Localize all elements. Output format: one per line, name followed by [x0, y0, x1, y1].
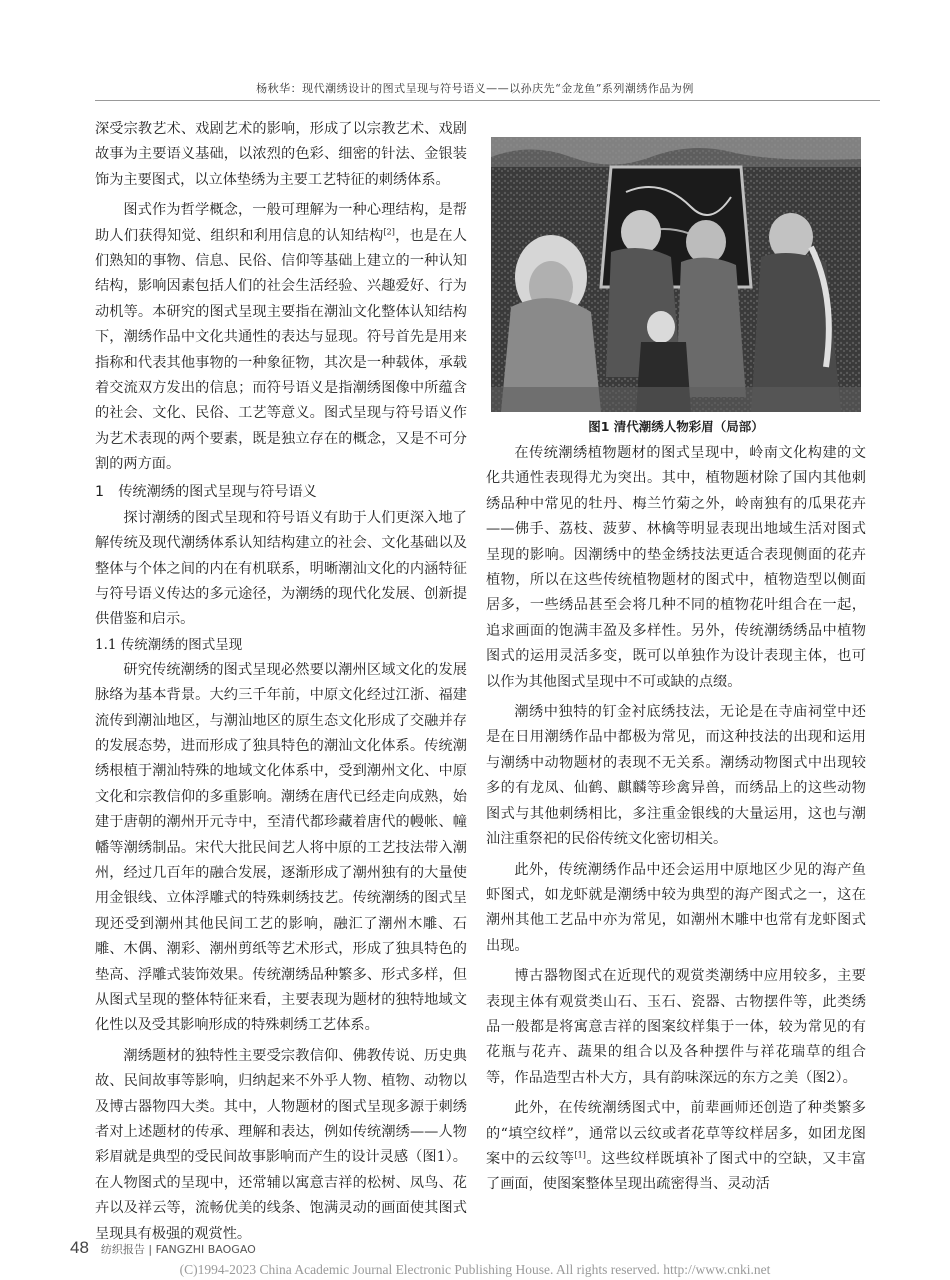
paragraph-plant-motifs: 在传统潮绣植物题材的图式呈现中，岭南文化构建的文化共通性表现得尤为突出。其中，植物题材除了国内其他刺绣品种中常见的牡丹、梅兰竹菊之外，岭南独有的瓜果花卉——佛手、荔枝、菠萝、林檎等明显表现出地域生活对图式呈现的影响。因潮绣中的垫金绣技法更适合表现侧面的花卉植物，所以在这些传统植物题材的图式中，植物造型以侧面居多，一些绣品甚至会将几种不同的植物花叶组合在一起，追求画面的饱满丰盈及多样性。另外，传统潮绣绣品中植物图式的运用灵活多变，既可以单独作为设计表现主体，也可以作为其他图式呈现中不可或缺的点缀。: [486, 445, 866, 690]
citation-ref[interactable]: [2]: [383, 226, 395, 236]
header-divider: [95, 100, 880, 101]
subsection-heading-1-1: 1.1 传统潮绣的图式呈现: [95, 636, 243, 653]
embroidery-picture: [491, 137, 861, 412]
paragraph-schema-concept: 图式作为哲学概念，一般可理解为一种心理结构，是帮助人们获得知觉、组织和利用信息的认知结构[2]，也是在人们熟知的事物、信息、民俗、信仰等基础上建立的一种认知结构，影响因素包括人们的社会生活经验、兴趣爱好、行为动机等。本研究的图式呈现主要指在潮汕文化整体认知结构下，潮绣作品中文化共通性的表达与显现。符号首先是用来指称和代表其他事物的一种象征物，其次是一种载体，承载着交流双方发出的信息；而符号语义是指潮绣图像中所蕴含的社会、文化、民俗、工艺等意义。图式呈现与符号语义作为艺术表现的两个要素，既是独立存在的概念，又是不可分割的两方面。: [95, 202, 467, 473]
section-heading-1: 1 传统潮绣的图式呈现与符号语义: [95, 483, 317, 500]
running-header: 杨秋华：现代潮绣设计的图式呈现与符号语义——以孙庆先“金龙鱼”系列潮绣作品为例: [256, 82, 694, 95]
figure-embroidery-image: [491, 137, 861, 412]
paragraph-filler-patterns: 此外，在传统潮绣图式中，前辈画师还创造了种类繁多的“填空纹样”，通常以云纹或者花草等纹样居多，如团龙图案中的云纹等[1]。这些纹样既填补了图式中的空缺，又丰富了画面，使图案整体呈现出疏密得当、灵动活: [486, 1100, 866, 1193]
left-column: [95, 117, 467, 1247]
paragraph-figure-themes: 潮绣题材的独特性主要受宗教信仰、佛教传说、历史典故、民间故事等影响，归纳起来不外乎人物、植物、动物以及博古器物四大类。其中，人物题材的图式呈现多源于刺绣者对上述题材的传承、理解和表达，例如传统潮绣——人物彩眉就是典型的受民间故事影响而产生的设计灵感（图1）。在人物图式的呈现中，还常辅以寓意吉祥的松树、凤鸟、花卉以及祥云等，流畅优美的线条、饱满灵动的画面使其图式呈现具有极强的观赏性。: [95, 1047, 467, 1242]
paragraph-section-intro: 探讨潮绣的图式呈现和符号语义有助于人们更深入地了解传统及现代潮绣体系认知结构建立的社会、文化基础以及整体与个体之间的内在有机联系，明晰潮汕文化的内涵特征与符号语义传达的多元途径，为潮绣的现代化发展、创新提供借鉴和启示。: [95, 509, 467, 628]
page-footer: [70, 1238, 256, 1258]
paragraph-continued: 深受宗教艺术、戏剧艺术的影响，形成了以宗教艺术、戏剧故事为主要语义基础，以浓烈的色彩、细密的针法、金银装饰为主要图式，以立体垫绣为主要工艺特征的刺绣体系。: [95, 121, 467, 188]
paragraph-animal-motifs: 潮绣中独特的钉金衬底绣技法，无论是在寺庙祠堂中还是在日用潮绣作品中都极为常见，而这种技法的出现和运用与潮绣中动物题材的表现不无关系。潮绣动物图式中出现较多的有龙凤、仙鹤、麒麟等珍禽异兽，而绣品上的这些动物图式与其他刺绣相比，多注重金银线的大量运用，这也与潮汕注重祭祀的民俗传统文化密切相关。: [486, 704, 866, 848]
journal-name: 纺织报告 | FANGZHI BAOGAO: [100, 1243, 256, 1256]
paragraph-antique-motifs: 博古器物图式在近现代的观赏类潮绣中应用较多，主要表现主体有观赏类山石、玉石、瓷器、古物摆件等，此类绣品一般都是将寓意吉祥的图案纹样集于一体，较为常见的有花瓶与花卉、蔬果的组合以及各种摆件与祥花瑞草的组合等，作品造型古朴大方，具有韵味深远的东方之美（图2）。: [486, 968, 866, 1086]
paragraph-regional-culture: 研究传统潮绣的图式呈现必然要以潮州区域文化的发展脉络为基本背景。大约三千年前，中原文化经过江浙、福建流传到潮汕地区，与潮汕地区的原生态文化形成了交融并存的发展态势，进而形成了独具特色的潮汕文化体系。传统潮绣根植于潮汕特殊的地域文化体系中，受到潮州文化、中原文化和宗教信仰的多重影响。潮绣在唐代已经走向成熟，始建于唐朝的潮州开元寺中，至清代都珍藏着唐代的幔帐、幢幡等潮绣制品。宋代大批民间艺人将中原的工艺技法带入潮州，经过几百年的融合发展，逐渐形成了潮州独有的大量使用金银线、立体浮雕式的特殊刺绣技艺。传统潮绣的图式呈现还受到潮州其他民间工艺的影响，融汇了潮州木雕、石雕、木偶、潮彩、潮州剪纸等艺术形式，形成了独具特色的垫高、浮雕式装饰效果。传统潮绣品种繁多、形式多样，但从图式呈现的整体特征来看，主要表现为题材的独特地域文化性以及受其影响形成的特殊刺绣工艺体系。: [95, 661, 467, 1034]
figure-caption: 图1 清代潮绣人物彩眉（局部）: [588, 419, 764, 434]
copyright-watermark: (C)1994-2023 China Academic Journal Electronic Publishing House. All rights reserved. http://www.cnki.net: [179, 1262, 771, 1277]
citation-ref[interactable]: [1]: [574, 1150, 586, 1160]
paragraph-seafood-motifs: 此外，传统潮绣作品中还会运用中原地区少见的海产鱼虾图式，如龙虾就是潮绣中较为典型的海产图式之一，这在潮州其他工艺品中亦为常见，如潮州木雕中也常有龙虾图式出现。: [486, 861, 866, 954]
right-column: [486, 137, 866, 1198]
page-number: 48: [70, 1238, 89, 1257]
